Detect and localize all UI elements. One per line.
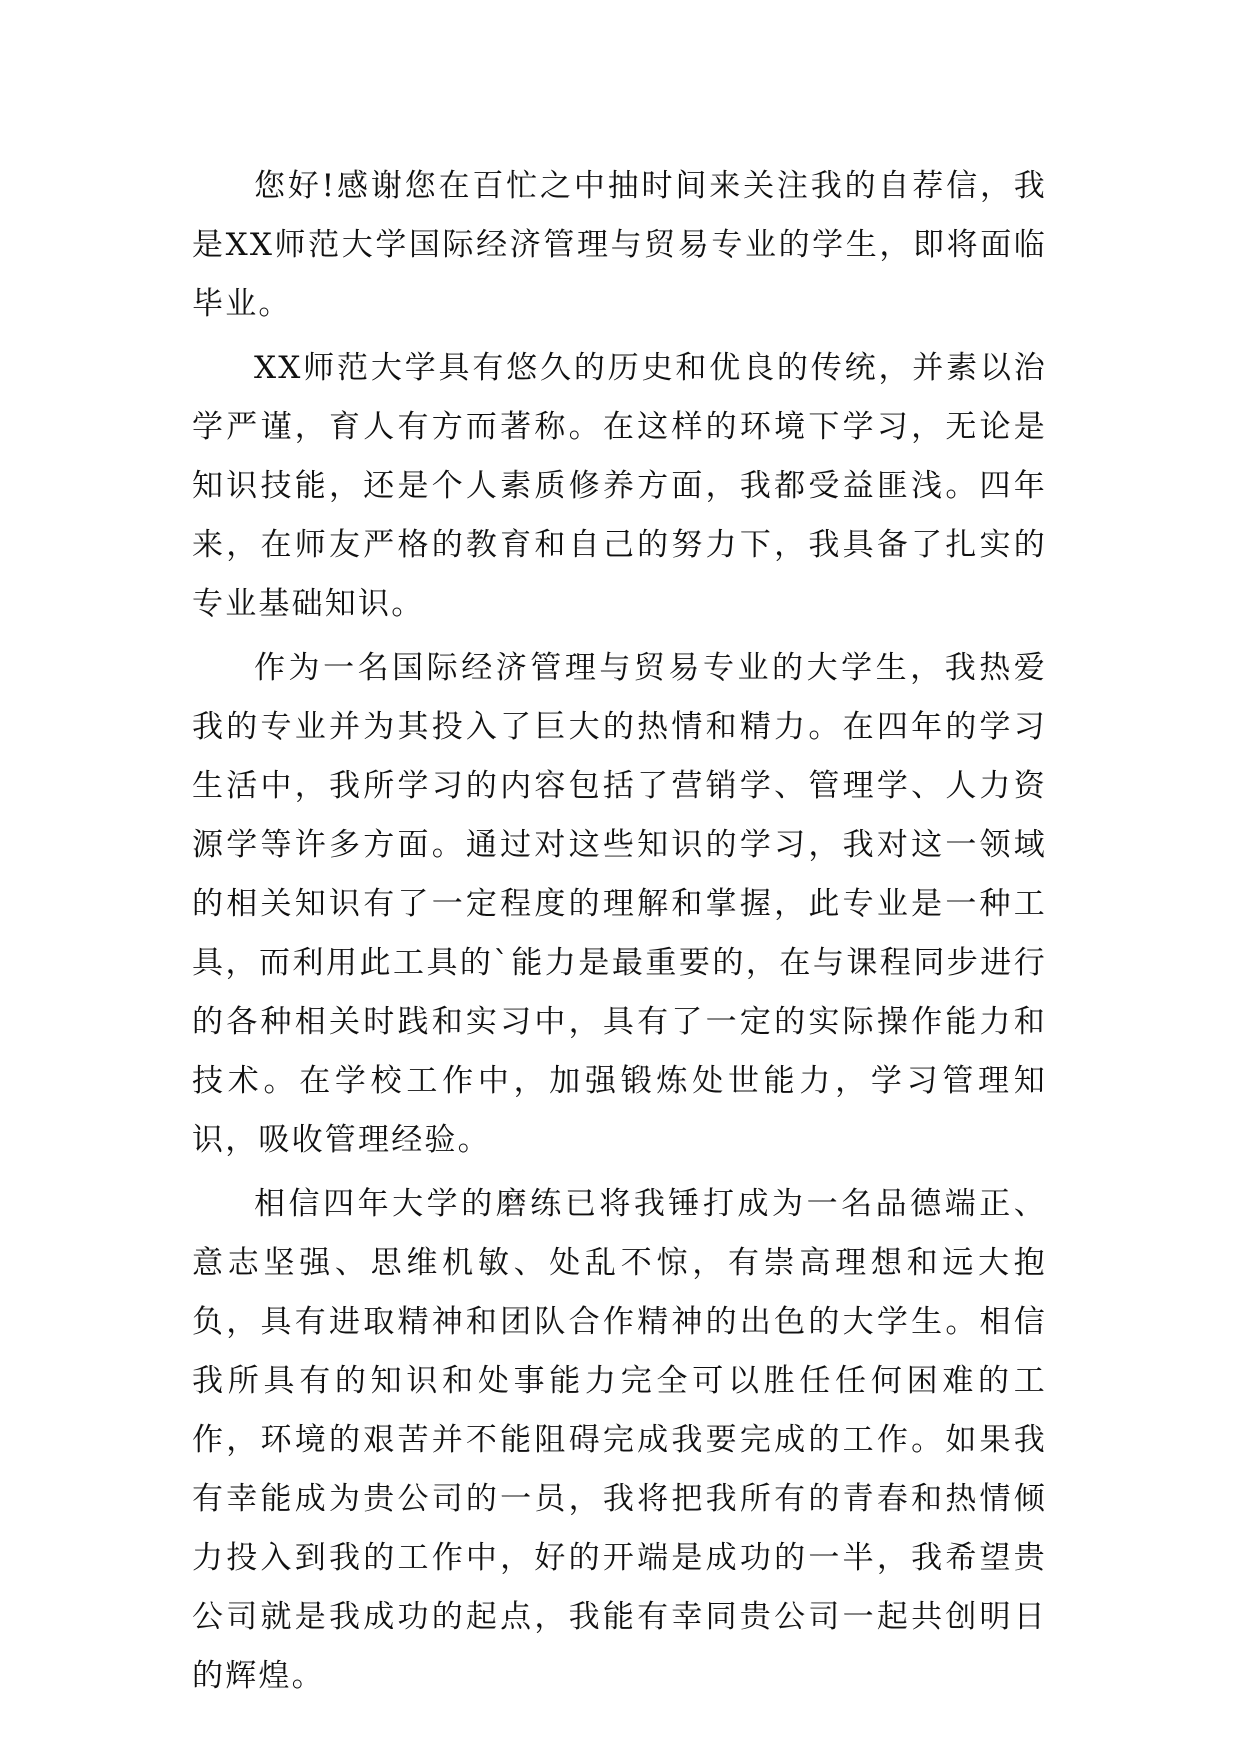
paragraph-major: 作为一名国际经济管理与贸易专业的大学生，我热爱我的专业并为其投入了巨大的热情和精力。在四年的学习生活中，我所学习的内容包括了营销学、管理学、人力资源学等许多方面。通过对这些知识的学习，我对这一领域的相关知识有了一定程度的理解和掌握，此专业是一种工具，而利用此工具的`能力是最重要的，在与课程同步进行的各种相关时践和实习中，具有了一定的实际操作能力和技术。在学校工作中，加强锻炼处世能力，学习管理知识，吸收管理经验。 bbox=[192, 650, 1047, 1158]
letter-body bbox=[192, 157, 1047, 1711]
paragraph-closing: 相信四年大学的磨练已将我锤打成为一名品德端正、意志坚强、思维机敏、处乱不惊，有崇高理想和远大抱负，具有进取精神和团队合作精神的出色的大学生。相信我所具有的知识和处事能力完全可以胜任任何困难的工作，环境的艰苦并不能阻碍完成我要完成的工作。如果我有幸能成为贵公司的一员，我将把我所有的青春和热情倾力投入到我的工作中，好的开端是成功的一半，我希望贵公司就是我成功的起点，我能有幸同贵公司一起共创明日的辉煌。 bbox=[192, 1186, 1047, 1694]
paragraph-greeting: 您好!感谢您在百忙之中抽时间来关注我的自荐信，我是XX师范大学国际经济管理与贸易专业的学生，即将面临毕业。 bbox=[192, 168, 1047, 322]
paragraph-university: XX师范大学具有悠久的历史和优良的传统，并素以治学严谨，育人有方而著称。在这样的环境下学习，无论是知识技能，还是个人素质修养方面，我都受益匪浅。四年来，在师友严格的教育和自己的努力下，我具备了扎实的专业基础知识。 bbox=[192, 350, 1047, 622]
